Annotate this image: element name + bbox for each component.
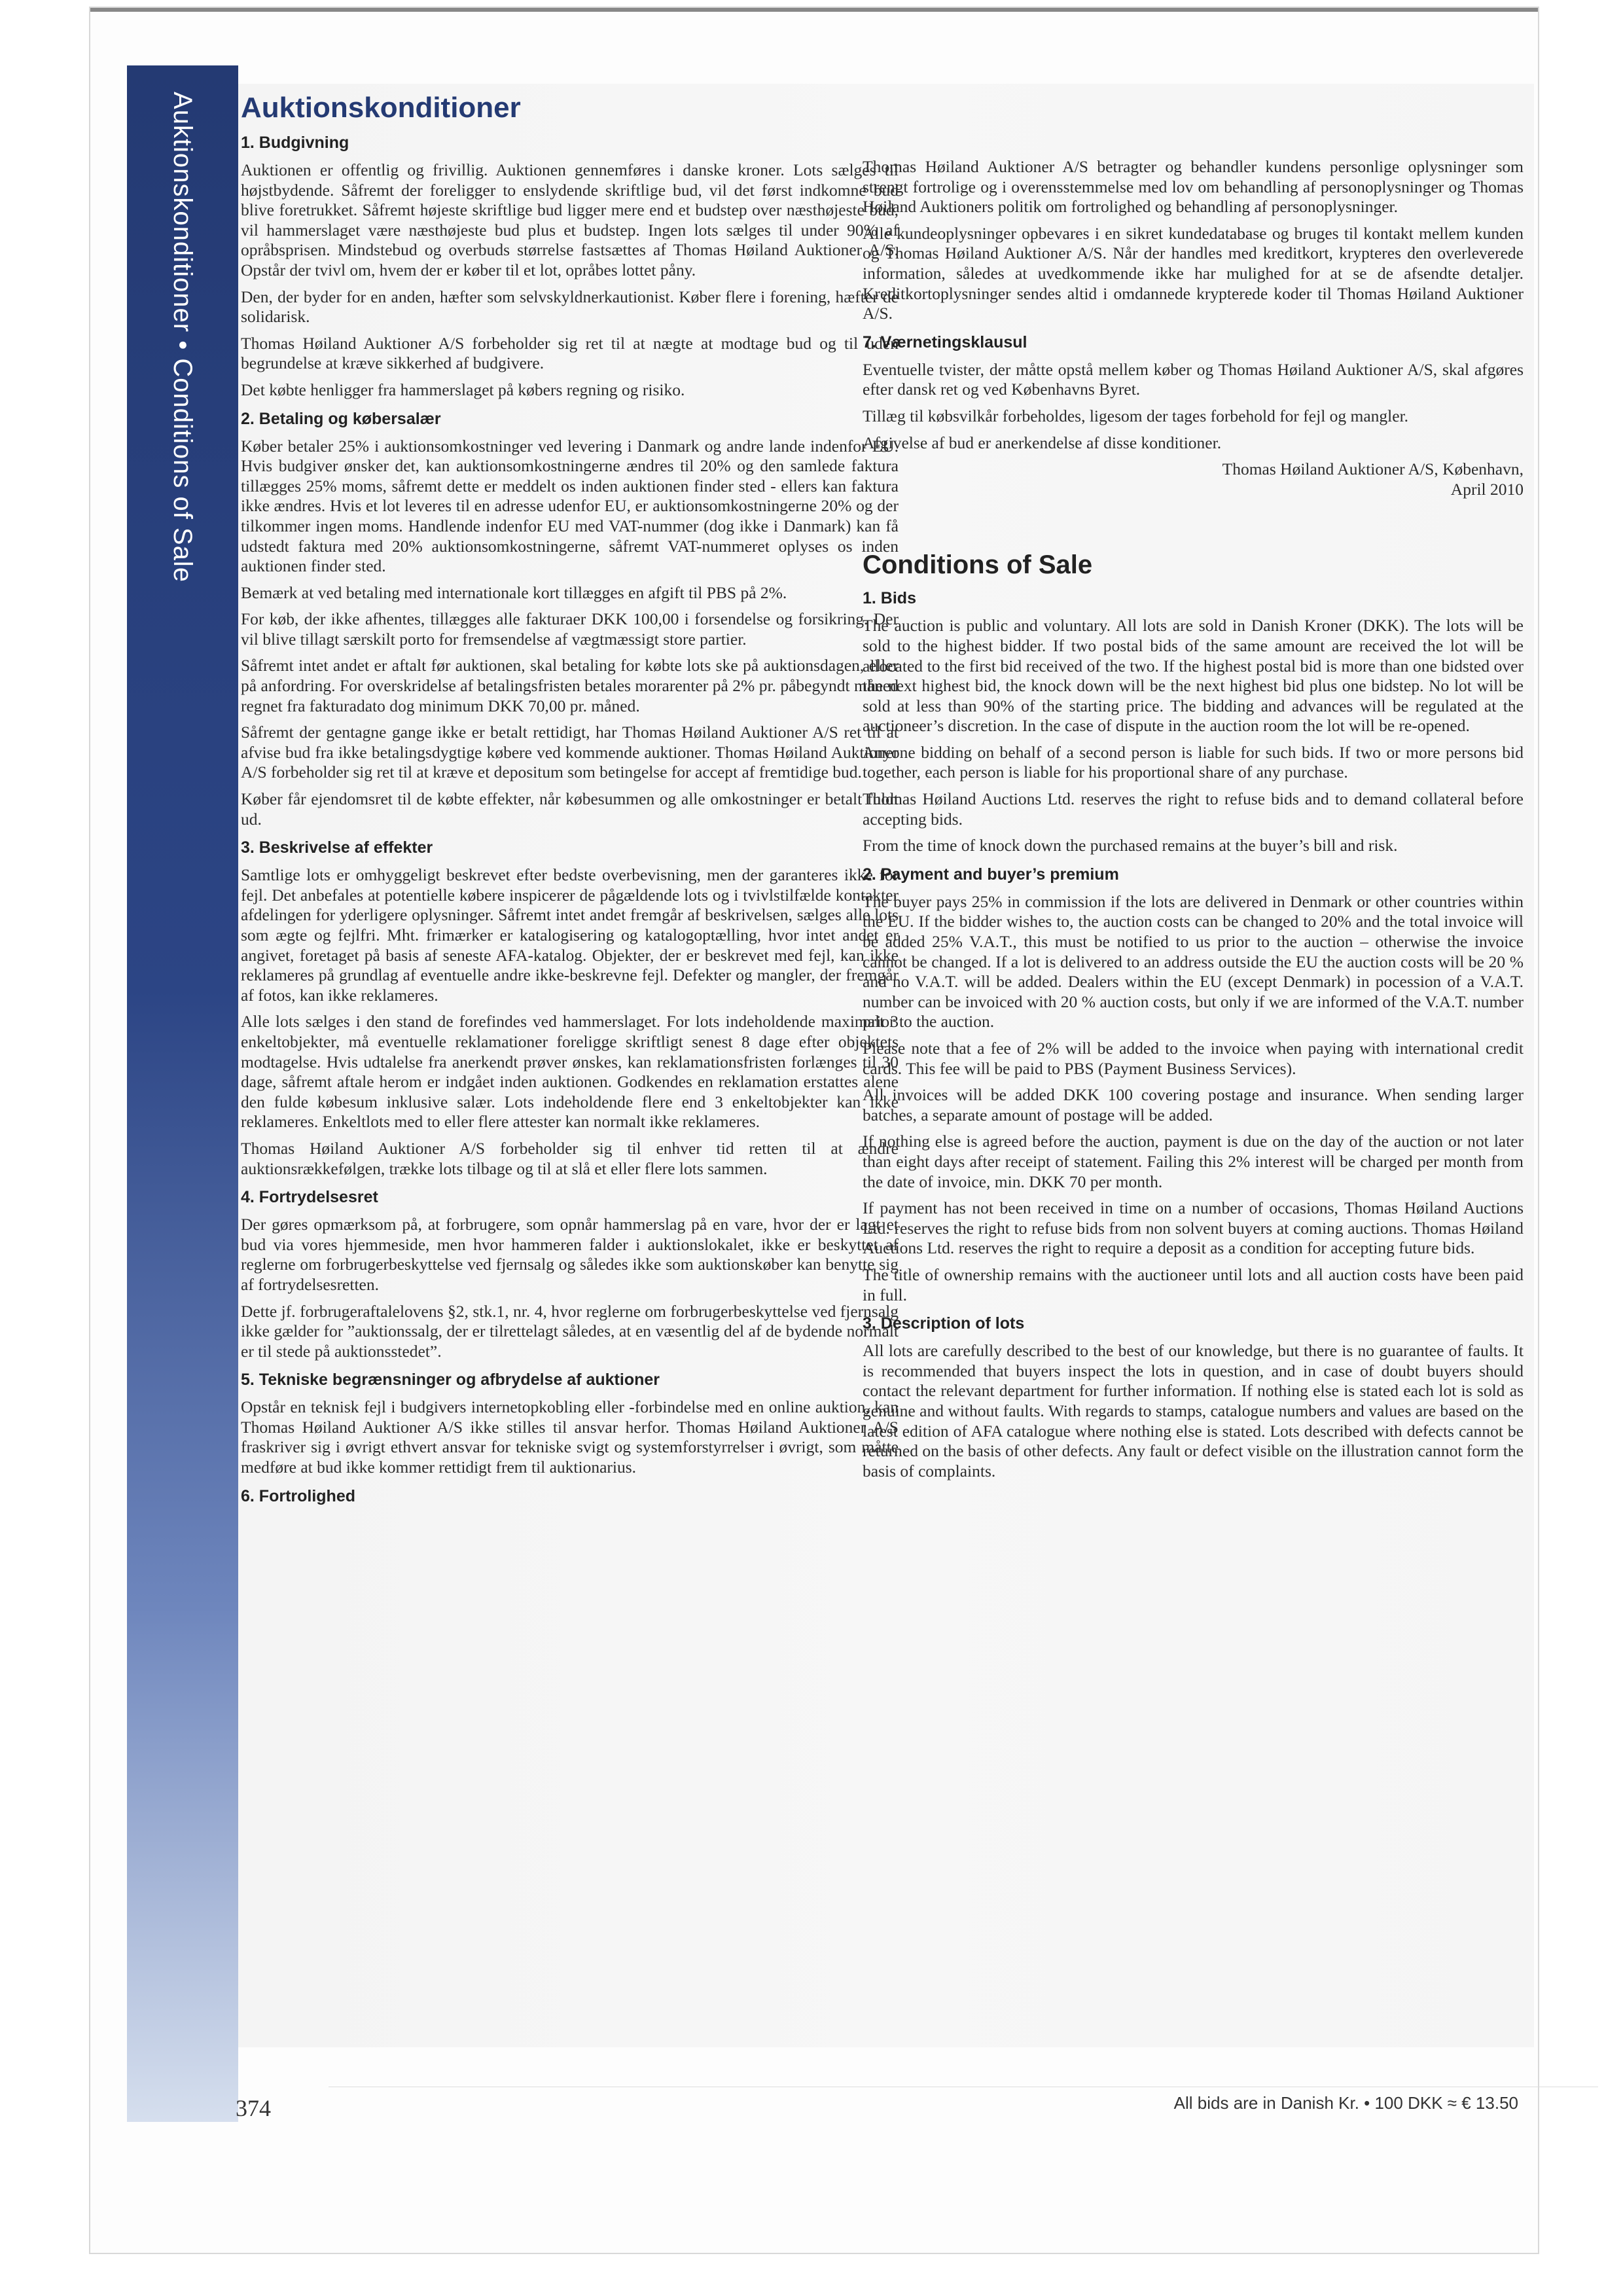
english-title: Conditions of Sale: [863, 550, 1093, 580]
section: [863, 589, 1524, 856]
paragraph: Auktionen er offentlig og frivillig. Auktionen gennemføres i danske kroner. Lots sælges til højstbydende. Såfremt der foreligger to enslydende skriftlige bud, vil det først indkomne bud blive foretrukket. Såfremt højeste skriftlige bud ligger mere end et budstep over næsthøjeste bud, vil hammerslaget være næsthøjeste bud plus et budstep. Ingen lots sælges til under 90% af opråbsprisen. Mindstebud og overbuds størrelse fastsættes af Thomas Høiland Auktioner A/S. Opstår der tvivl om, hvem der er køber til et lot, opråbes lottet påny.: [241, 160, 899, 279]
paragraph: The title of ownership remains with the auctioneer until lots and all auction costs have been paid in full.: [863, 1265, 1524, 1304]
paragraph: Såfremt intet andet er aftalt før auktionen, skal betaling for købte lots ske på auktionsdagen, eller på anfordring. For overskridelse af betalingsfristen betales morarenter på 2% pr. påbegyndt måned regnet fra fakturadato dog minimum DKK 70,00 pr. måned.: [241, 656, 899, 715]
sidebar-band: [127, 65, 238, 2122]
paragraph: For køb, der ikke afhentes, tillægges alle fakturaer DKK 100,00 i forsendelse og forsikring. Der vil blive tillagt særskilt porto for fremsendelse af vægtmæssigt store partier.: [241, 609, 899, 649]
paragraph: Køber får ejendomsret til de købte effekter, når købesummen og alle omkostninger er betalt fuldt ud.: [241, 789, 899, 829]
section: [863, 1314, 1524, 1481]
paragraph: Anyone bidding on behalf of a second person is liable for such bids. If two or more persons bid together, each person is liable for his proportional share of any purchase.: [863, 742, 1524, 782]
currency-note: All bids are in Danish Kr. • 100 DKK ≈ € 13.50: [1173, 2093, 1518, 2113]
paragraph: Samtlige lots er omhyggeligt beskrevet efter bedste overbevisning, men der garanteres ikke for fejl. Det anbefales at potentielle købere inspicerer de pågældende lots og i tvivlstilfælde kontakter afdelingen for yderligere oplysninger. Såfremt intet andet fremgår af beskrivelsen, sælges alle lots som ægte og fejlfri. Mht. frimærker er katalogisering og katalogoptælling, hvor intet andet er angivet, foretaget på basis af seneste AFA-katalog. Objekter, der er beskrevet med fejl, kan ikke reklameres på grundlag af eventuelle andre ikke-beskrevne fejl. Defekter og mangler, der fremgår af fotos, kan ikke reklameres.: [241, 865, 899, 1005]
paragraph: Alle kundeoplysninger opbevares i en sikret kundedatabase og bruges til kontakt mellem kunden og Thomas Høiland Auktioner A/S. Når der handles med kreditkort, krypteres den overleverede information, således at uvedkommende ikke har mulighed for at se de afsendte detaljer. Kreditkortoplysninger sendes altid i omdannede krypterede koder til Thomas Høiland Auktioner A/S.: [863, 223, 1524, 323]
section-heading: 4. Fortrydelsesret: [241, 1188, 378, 1207]
section: [241, 1487, 899, 1506]
section: [863, 865, 1524, 1305]
english-sections: [863, 589, 1524, 1481]
danish-sections: [241, 134, 899, 1506]
date: April 2010: [1450, 479, 1524, 499]
paragraph: From the time of knock down the purchased remains at the buyer’s bill and risk.: [863, 836, 1398, 855]
paragraph: All invoices will be added DKK 100 covering postage and insurance. When sending larger batches, a separate amount of postage will be added.: [863, 1085, 1524, 1124]
paragraph: Køber betaler 25% i auktionsomkostninger ved levering i Danmark og andre lande indenfor EU. Hvis budgiver ønsker det, kan auktionsomkostningerne ændres til 20% og den samlede faktura tillægges 25% moms, såfremt dette er meddelt os inden auktionen finder sted - ellers kan faktura ikke ændres. Hvis et lot leveres til en adresse udenfor EU, er auktionsomkostningerne 20% og der tilkommer ingen moms. Handlende indenfor EU med VAT-nummer (dog ikke i Danmark) kan få udstedt faktura med 20% auktionsomkostningerne, såfremt VAT-nummeret oplyses os inden auktionen finder sted.: [241, 436, 899, 576]
section-heading: 2. Payment and buyer’s premium: [863, 865, 1119, 884]
section-heading: 3. Beskrivelse af effekter: [241, 838, 433, 857]
paragraph: Bemærk at ved betaling med internationale kort tillægges en afgift til PBS på 2%.: [241, 583, 787, 602]
paragraph: Afgivelse af bud er anerkendelse af disse konditioner.: [863, 433, 1222, 452]
catalogue-page: [90, 8, 1538, 2253]
section-heading: 6. Fortrolighed: [241, 1486, 355, 1505]
paragraph: Dette jf. forbrugeraftalelovens §2, stk.1, nr. 4, hvor reglerne om forbrugerbeskyttelse ved fjernsalg ikke gælder for ”auktionssalg, der er tilrettelagt således, at en væsentlig del af de bydende normalt er til stede på auktionsstedet”.: [241, 1301, 899, 1361]
paragraph: If payment has not been received in time on a number of occasions, Thomas Høiland Auctions Ltd. reserves the right to refuse bids from non solvent buyers at coming auctions. Thomas Høiland Auctions Ltd. reserves the right to require a deposit as a condition for accepting future bids.: [863, 1198, 1524, 1258]
sidebar-label: Auktionskonditioner • Conditions of Sale: [168, 92, 198, 583]
top-rule: [90, 8, 1538, 12]
danish-continued: [863, 157, 1524, 324]
paragraph: Eventuelle tvister, der måtte opstå mellem køber og Thomas Høiland Auktioner A/S, skal afgøres efter dansk ret og ved Københavns Byret.: [863, 359, 1524, 399]
paragraph: Der gøres opmærksom på, at forbrugere, som opnår hammerslag på en vare, hvor der er lagt et bud via vores hjemmeside, men hvor hammeren falder i auktionslokalet, ikke er beskyttet af reglerne om forbrugerbeskyttelse ved fjernsalg og således ikke som auktionskøber kan benytte sig af fortrydelsesretten.: [241, 1215, 899, 1294]
paragraph: Please note that a fee of 2% will be added to the invoice when paying with international credit cards. This fee will be paid to PBS (Payment Business Services).: [863, 1039, 1524, 1078]
right-column: [863, 157, 1524, 1488]
section-heading: 7. Værnetingsklausul: [863, 332, 1027, 351]
section-heading: 1. Bids: [863, 589, 916, 608]
paragraph: Thomas Høiland Auktioner A/S betragter og behandler kundens personlige oplysninger som strengt fortrolige og i overensstemmelse med lov om behandling af personoplysninger og Thomas Høiland Auktioners politik om fortrolighed og behandling af personoplysninger.: [863, 157, 1524, 217]
paragraph: Det købte henligger fra hammerslaget på købers regning og risiko.: [241, 380, 685, 399]
paragraph: All lots are carefully described to the best of our knowledge, but there is no guarantee of faults. It is recommended that buyers inspect the lots in question, and in case of doubt buyers should contact the relevant department for further information. If nothing else is stated each lot is sold as genuine and without faults. With regards to stamps, catalogue numbers and values are based on the latest edition of AFA catalogue where nothing else is stated. Lots described with defects cannot be returned on the basis of other defects. Any fault or defect visible on the illustration cannot form the basis of complaints.: [863, 1341, 1524, 1480]
paragraph: Thomas Høiland Auctions Ltd. reserves the right to refuse bids and to demand collateral before accepting bids.: [863, 789, 1524, 829]
signature: Thomas Høiland Auktioner A/S, København,: [1222, 459, 1524, 479]
section-heading: 1. Budgivning: [241, 134, 349, 152]
section-heading: 3. Description of lots: [863, 1314, 1025, 1333]
section-heading: 5. Tekniske begrænsninger og afbrydelse af auktioner: [241, 1371, 660, 1390]
section: [241, 134, 899, 401]
paragraph: Opstår en teknisk fejl i budgivers internetopkobling eller -forbindelse med en online auktion, kan Thomas Høiland Auktioner A/S ikke stilles til ansvar herfor. Thomas Høiland Auktioner A/S fraskriver sig i øvrigt ethvert ansvar for tekniske svigt og systemforstyrrelser i øvrigt, som måtte medføre at bud ikke kommer rettidigt frem til auktionarius.: [241, 1397, 899, 1477]
paragraph: Tillæg til købsvilkår forbeholdes, ligesom der tages forbehold for fejl og mangler.: [863, 406, 1409, 425]
paragraph: Såfremt der gentagne gange ikke er betalt rettidigt, har Thomas Høiland Auktioner A/S ret til at afvise bud fra ikke betalingsdygtige købere ved kommende auktioner. Thomas Høiland Auktioner A/S forbeholder sig ret til at kræve et depositum som betingelse for accept af fremtidige bud.: [241, 723, 899, 782]
section: [241, 410, 899, 830]
paragraph: The auction is public and voluntary. All lots are sold in Danish Kroner (DKK). The lots will be sold to the highest bidder. If two postal bids of the same amount are received the lot will be allocated to the first bid received of the two. If the highest postal bid is more than one bidsted over the next highest bid, the knock down will be the next highest bid plus one bidstep. No lot will be sold at less than 90% of the starting price. The bidding and advances will be regulated at the auctioneer’s discretion. In the case of dispute in the auction room the lot will be re-opened.: [863, 616, 1524, 736]
paragraph: Thomas Høiland Auktioner A/S forbeholder sig ret til at nægte at modtage bud og til uden begrundelse at kræve sikkerhed af budgivere.: [241, 333, 899, 373]
danish-section-7: [863, 333, 1524, 453]
page-number: 374: [236, 2095, 271, 2121]
paragraph: Den, der byder for en anden, hæfter som selvskyldnerkautionist. Køber flere i forening, hæfter de solidarisk.: [241, 287, 899, 327]
paragraph: Thomas Høiland Auktioner A/S forbeholder sig til enhver tid retten til at ændre auktionsrækkefølgen, trække lots tilbage og til at slå et eller flere lots sammen.: [241, 1138, 899, 1178]
section: [241, 838, 899, 1179]
paragraph: Alle lots sælges i den stand de forefindes ved hammerslaget. For lots indeholdende maximalt 3 enkeltobjekter, må eventuelle reklamationer foreligge skriftligt senest 8 dage efter objektets modtagelse. Hvis udtalelse fra anerkendt prøver ønskes, kan reklamationsfristen forlænges til 30 dage, såfremt aftale herom er indgået inden auktionen. Godkendes en reklamation erstattes alene den fulde købesum inklusive salær. Lots indeholdende flere end 3 enkeltobjekter kan ikke reklameres. Enkeltlots med to eller flere attester kan normalt ikke reklameres.: [241, 1012, 899, 1132]
paragraph: The buyer pays 25% in commission if the lots are delivered in Denmark or other countries within the EU. If the bidder wishes to, the auction costs can be changed to 20% and the total invoice will be added 25% V.A.T., this must be notified to us prior to the auction – otherwise the invoice cannot be changed. If a lot is delivered to an address outside the EU the auction costs will be 20 % and no V.A.T. will be added. Dealers within the EU (except Denmark) in pocession of a V.A.T. number can be invoiced with 20 % auction costs, but only if we are informed of the V.A.T. number prior to the auction.: [863, 891, 1524, 1031]
danish-column: [241, 92, 899, 1514]
danish-title: Auktionskonditioner: [241, 92, 521, 124]
section: [241, 1371, 899, 1477]
section: [241, 1188, 899, 1361]
paragraph: If nothing else is agreed before the auction, payment is due on the day of the auction or not later than eight days after receipt of statement. Failing this 2% interest will be charged per month from the date of invoice, min. DKK 70 per month.: [863, 1132, 1524, 1191]
section-heading: 2. Betaling og købersalær: [241, 409, 441, 428]
